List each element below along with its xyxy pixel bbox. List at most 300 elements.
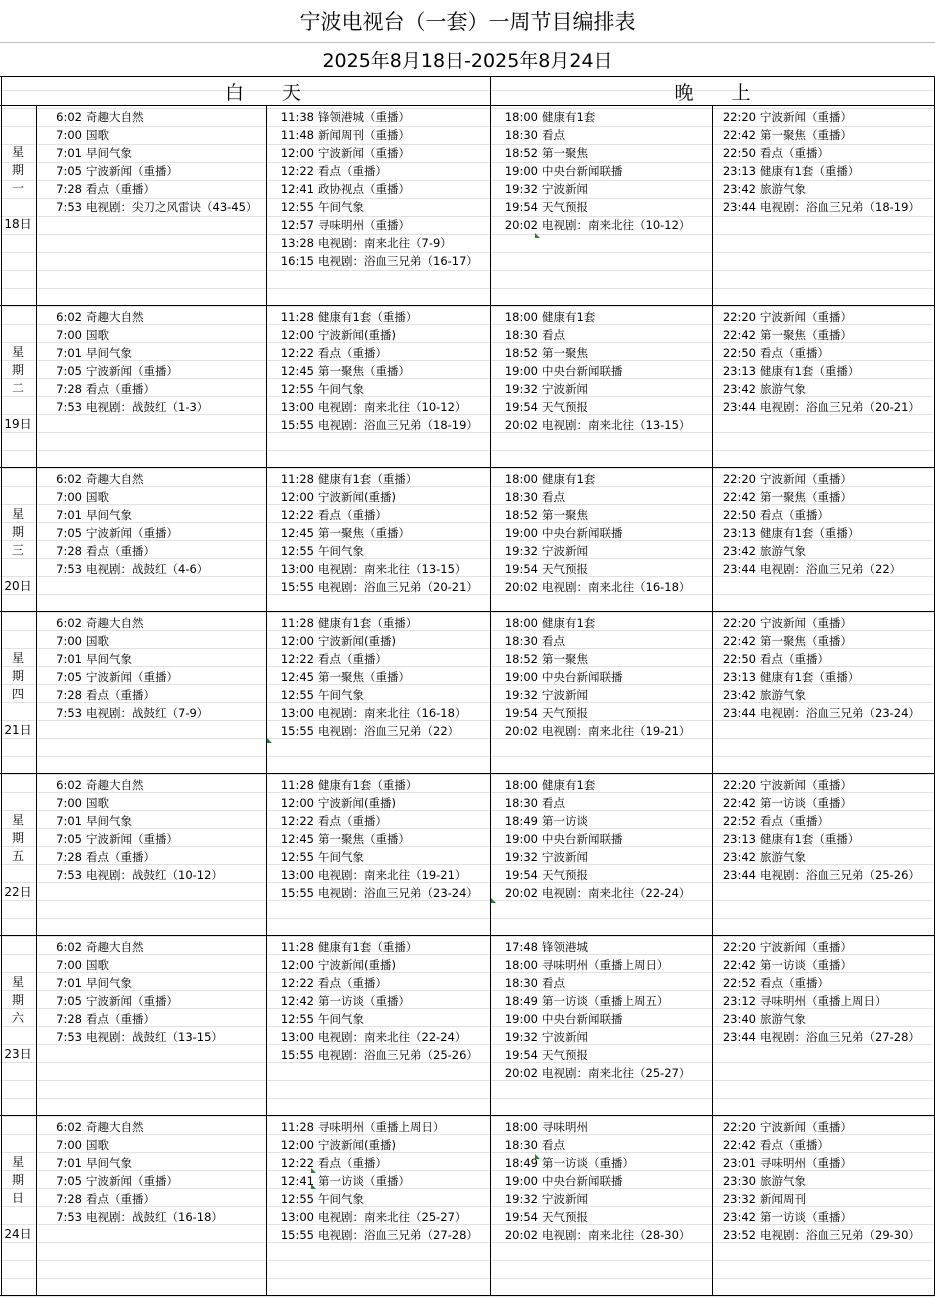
program-name: 中央台新闻联播: [542, 832, 623, 846]
program-time: 13:28: [280, 236, 314, 250]
program-name: 看点（重播）: [760, 1138, 829, 1152]
program-name: 宁波新闻（重播）: [86, 364, 178, 378]
program-time: 7:53: [56, 562, 82, 576]
program-name: 宁波新闻（重播）: [86, 1174, 178, 1188]
program-name: 寻味明州（重播）: [760, 1156, 852, 1170]
program-time: 6:02: [56, 110, 82, 124]
program-time: 12:22: [280, 1156, 314, 1170]
program-time: 22:20: [722, 1120, 756, 1134]
program-name: 天气预报: [542, 200, 588, 214]
program-name: 健康有1套（重播）: [318, 940, 418, 954]
program-entry: [40, 776, 144, 794]
program-name: 中央台新闻联播: [542, 526, 623, 540]
program-entry: [270, 812, 387, 830]
program-entry: [270, 650, 387, 668]
program-time: 19:54: [504, 562, 538, 576]
program-time: 22:52: [722, 814, 756, 828]
program-entry: [494, 938, 588, 956]
program-name: 中央台新闻联播: [542, 164, 623, 178]
program-time: 23:30: [722, 1174, 756, 1188]
program-entry: [270, 380, 364, 398]
program-time: 13:00: [280, 562, 314, 576]
program-time: 23:42: [722, 382, 756, 396]
program-entry: [40, 668, 178, 686]
program-entry: [40, 866, 223, 884]
program-entry: [40, 398, 208, 416]
program-name: 健康有1套（重播）: [318, 310, 418, 324]
program-time: 7:53: [56, 868, 82, 882]
program-entry: [40, 198, 257, 216]
program-name: 电视剧：战鼓红（4-6）: [86, 562, 209, 576]
program-entry: [270, 1046, 478, 1064]
program-entry: [494, 578, 690, 596]
program-entry: [494, 776, 595, 794]
program-entry: [494, 992, 669, 1010]
program-entry: [716, 1226, 920, 1244]
program-name: 看点（重播）: [760, 508, 829, 522]
program-name: 看点（重播）: [760, 146, 829, 160]
program-entry: [40, 1136, 109, 1154]
program-name: 看点（重播）: [86, 850, 155, 864]
program-name: 午间气象: [318, 1192, 364, 1206]
program-entry: [716, 632, 852, 650]
program-time: 6:02: [56, 616, 82, 630]
program-entry: [40, 144, 132, 162]
program-name: 宁波新闻（重播）: [86, 526, 178, 540]
program-entry: [494, 668, 623, 686]
program-time: 23:44: [722, 706, 756, 720]
program-name: 电视剧：南来北往（25-27）: [318, 1210, 467, 1224]
program-time: 12:41: [280, 1174, 314, 1188]
program-time: 12:55: [280, 200, 314, 214]
program-time: 7:05: [56, 364, 82, 378]
program-entry: [270, 848, 364, 866]
program-time: 22:50: [722, 508, 756, 522]
program-time: 12:41: [280, 182, 314, 196]
program-entry: [494, 686, 588, 704]
program-time: 7:05: [56, 832, 82, 846]
program-entry: [494, 614, 595, 632]
program-name: 电视剧：南来北往（22-24）: [542, 886, 691, 900]
daytime-header: 白 天: [224, 81, 301, 104]
weekday-char: 期: [11, 363, 24, 377]
program-time: 23:32: [722, 1192, 756, 1206]
program-name: 午间气象: [318, 544, 364, 558]
program-entry: [40, 956, 109, 974]
program-entry: [40, 1208, 223, 1226]
header-divider: [0, 105, 935, 106]
program-name: 看点（重播）: [318, 814, 387, 828]
program-time: 7:05: [56, 670, 82, 684]
program-name: 第一访谈（重播）: [318, 994, 410, 1008]
program-entry: [270, 234, 452, 252]
program-name: 电视剧：南来北往（19-21）: [318, 868, 467, 882]
program-entry: [40, 686, 155, 704]
program-time: 19:32: [504, 850, 538, 864]
program-time: 18:52: [504, 346, 538, 360]
program-entry: [494, 848, 588, 866]
program-entry: [270, 1226, 478, 1244]
program-time: 22:50: [722, 146, 756, 160]
program-entry: [494, 1028, 588, 1046]
program-entry: [494, 362, 623, 380]
program-entry: [716, 162, 859, 180]
program-entry: [494, 974, 565, 992]
program-entry: [494, 794, 565, 812]
weekday-char: 期: [11, 831, 24, 845]
program-time: 18:30: [504, 490, 538, 504]
program-name: 宁波新闻: [542, 688, 588, 702]
program-entry: [716, 776, 852, 794]
program-entry: [270, 108, 410, 126]
program-entry: [716, 1208, 852, 1226]
program-time: 23:13: [722, 364, 756, 378]
program-name: 看点（重播）: [318, 976, 387, 990]
program-time: 19:00: [504, 1012, 538, 1026]
program-time: 19:00: [504, 670, 538, 684]
program-name: 健康有1套: [542, 616, 596, 630]
program-time: 11:28: [280, 778, 314, 792]
program-name: 看点: [542, 128, 565, 142]
program-time: 12:22: [280, 652, 314, 666]
program-time: 22:42: [722, 634, 756, 648]
program-time: 12:00: [280, 490, 314, 504]
column-divider: [490, 77, 491, 1296]
program-entry: [716, 470, 852, 488]
program-name: 电视剧：浴血三兄弟（27-28）: [318, 1228, 478, 1242]
program-name: 旅游气象: [760, 1012, 806, 1026]
program-entry: [494, 488, 565, 506]
program-name: 宁波新闻（重播）: [318, 146, 410, 160]
program-name: 天气预报: [542, 1210, 588, 1224]
program-time: 19:32: [504, 544, 538, 558]
day-divider: [0, 773, 935, 774]
program-time: 22:20: [722, 310, 756, 324]
program-name: 电视剧：浴血三兄弟（23-24）: [318, 886, 478, 900]
program-time: 22:42: [722, 328, 756, 342]
program-entry: [494, 398, 588, 416]
program-entry: [270, 216, 410, 234]
program-entry: [494, 1064, 690, 1082]
day-divider: [0, 1115, 935, 1116]
program-time: 11:28: [280, 616, 314, 630]
program-entry: [270, 704, 466, 722]
date-label: 19日: [4, 417, 32, 431]
program-name: 看点: [542, 796, 565, 810]
program-entry: [40, 308, 144, 326]
program-time: 23:13: [722, 832, 756, 846]
program-time: 18:52: [504, 508, 538, 522]
program-time: 11:28: [280, 472, 314, 486]
program-name: 宁波新闻(重播): [318, 958, 396, 972]
program-time: 18:49: [504, 1156, 538, 1170]
program-time: 20:02: [504, 724, 538, 738]
program-time: 7:00: [56, 634, 82, 648]
program-time: 22:20: [722, 110, 756, 124]
program-time: 18:00: [504, 778, 538, 792]
program-time: 7:05: [56, 994, 82, 1008]
program-name: 第一聚焦（重播）: [760, 634, 852, 648]
program-entry: [40, 506, 132, 524]
program-entry: [494, 632, 565, 650]
program-entry: [270, 326, 396, 344]
program-name: 宁波新闻(重播): [318, 634, 396, 648]
program-entry: [40, 542, 155, 560]
program-name: 天气预报: [542, 706, 588, 720]
program-name: 天气预报: [542, 1048, 588, 1062]
program-time: 22:20: [722, 940, 756, 954]
program-entry: [40, 848, 155, 866]
cell-note-mark: [311, 1184, 316, 1189]
program-time: 15:55: [280, 1048, 314, 1062]
program-entry: [270, 506, 387, 524]
program-time: 22:20: [722, 778, 756, 792]
weekday-char: 星: [11, 507, 24, 521]
program-time: 7:01: [56, 508, 82, 522]
weekday-char: 三: [11, 543, 24, 557]
program-time: 16:15: [280, 254, 314, 268]
program-time: 22:42: [722, 1138, 756, 1152]
program-entry: [716, 180, 806, 198]
program-entry: [40, 1010, 155, 1028]
program-time: 22:42: [722, 796, 756, 810]
program-entry: [494, 560, 588, 578]
program-entry: [494, 180, 588, 198]
program-time: 18:00: [504, 616, 538, 630]
program-name: 看点（重播）: [318, 1156, 387, 1170]
program-name: 第一访谈（重播上周五）: [542, 994, 669, 1008]
day-divider: [0, 611, 935, 612]
program-name: 宁波新闻: [542, 1192, 588, 1206]
program-entry: [716, 326, 852, 344]
program-entry: [494, 812, 588, 830]
program-time: 23:44: [722, 200, 756, 214]
program-name: 看点（重播）: [318, 164, 387, 178]
program-name: 宁波新闻（重播）: [86, 670, 178, 684]
program-entry: [40, 974, 132, 992]
program-entry: [270, 560, 466, 578]
program-entry: [40, 326, 109, 344]
program-name: 电视剧：战鼓红（10-12）: [86, 868, 223, 882]
weekday-label-4: [0, 649, 36, 739]
program-entry: [40, 650, 132, 668]
program-entry: [40, 992, 178, 1010]
program-entry: [270, 686, 364, 704]
program-time: 12:45: [280, 670, 314, 684]
program-entry: [716, 362, 859, 380]
program-time: 19:54: [504, 706, 538, 720]
program-time: 19:54: [504, 868, 538, 882]
weekday-label-5: [0, 811, 36, 901]
weekday-char: 星: [11, 345, 24, 359]
program-time: 23:42: [722, 688, 756, 702]
program-entry: [716, 1154, 852, 1172]
program-name: 看点: [542, 1138, 565, 1152]
program-name: 旅游气象: [760, 688, 806, 702]
program-entry: [270, 180, 410, 198]
program-time: 12:00: [280, 634, 314, 648]
program-time: 19:54: [504, 1048, 538, 1062]
program-name: 第一访谈（重播）: [760, 958, 852, 972]
program-name: 午间气象: [318, 688, 364, 702]
weekday-label-3: [0, 505, 36, 595]
program-entry: [494, 144, 588, 162]
program-entry: [270, 614, 417, 632]
program-entry: [716, 938, 852, 956]
program-name: 宁波新闻(重播): [318, 490, 396, 504]
weekday-char: 一: [11, 181, 24, 195]
program-name: 午间气象: [318, 850, 364, 864]
weekday-char: 六: [11, 1011, 24, 1025]
program-time: 22:20: [722, 472, 756, 486]
program-time: 19:00: [504, 1174, 538, 1188]
program-time: 22:20: [722, 616, 756, 630]
program-name: 宁波新闻（重播）: [86, 832, 178, 846]
program-name: 宁波新闻（重播）: [760, 940, 852, 954]
program-time: 7:00: [56, 958, 82, 972]
program-name: 第一聚焦: [542, 508, 588, 522]
program-time: 7:28: [56, 544, 82, 558]
program-time: 15:55: [280, 886, 314, 900]
program-entry: [716, 848, 806, 866]
program-entry: [494, 344, 588, 362]
date-label: 21日: [4, 723, 32, 737]
program-entry: [716, 650, 829, 668]
program-entry: [40, 1154, 132, 1172]
program-entry: [716, 126, 852, 144]
program-name: 国歌: [86, 796, 109, 810]
program-name: 宁波新闻(重播): [318, 796, 396, 810]
cell-note-mark: [535, 233, 540, 238]
program-time: 11:38: [280, 110, 314, 124]
program-name: 奇趣大自然: [86, 110, 144, 124]
program-entry: [270, 1154, 387, 1172]
program-name: 早间气象: [86, 652, 132, 666]
program-entry: [40, 362, 178, 380]
program-name: 第一访谈（重播）: [760, 1210, 852, 1224]
weekday-label-7: [0, 1153, 36, 1243]
program-name: 新闻周刊（重播）: [318, 128, 410, 142]
date-label: 24日: [4, 1227, 32, 1241]
program-time: 13:00: [280, 868, 314, 882]
weekday-char: 二: [11, 381, 24, 395]
program-time: 19:32: [504, 1192, 538, 1206]
program-entry: [716, 344, 829, 362]
program-time: 6:02: [56, 778, 82, 792]
program-name: 天气预报: [542, 562, 588, 576]
program-time: 23:40: [722, 1012, 756, 1026]
program-time: 20:02: [504, 418, 538, 432]
program-time: 18:49: [504, 994, 538, 1008]
program-time: 7:01: [56, 652, 82, 666]
program-entry: [40, 1118, 144, 1136]
program-name: 宁波新闻(重播): [318, 328, 396, 342]
program-time: 23:44: [722, 562, 756, 576]
program-entry: [716, 1136, 829, 1154]
program-name: 电视剧：浴血三兄弟（25-26）: [318, 1048, 478, 1062]
program-entry: [270, 416, 478, 434]
program-name: 寻味明州（重播）: [318, 218, 410, 232]
program-time: 19:54: [504, 400, 538, 414]
program-time: 18:30: [504, 1138, 538, 1152]
weekday-label-6: [0, 973, 36, 1063]
program-time: 7:00: [56, 796, 82, 810]
program-name: 健康有1套: [542, 110, 596, 124]
program-time: 15:55: [280, 418, 314, 432]
program-name: 第一聚焦（重播）: [318, 832, 410, 846]
program-name: 新闻周刊: [760, 1192, 806, 1206]
program-name: 电视剧：南来北往（10-12）: [318, 400, 467, 414]
program-time: 23:42: [722, 544, 756, 558]
program-name: 健康有1套（重播）: [760, 164, 860, 178]
program-entry: [494, 216, 690, 234]
program-name: 锋领港城: [542, 940, 588, 954]
program-time: 22:52: [722, 976, 756, 990]
weekday-char: 期: [11, 669, 24, 683]
program-entry: [270, 488, 396, 506]
program-entry: [716, 542, 806, 560]
program-time: 22:42: [722, 958, 756, 972]
program-time: 12:22: [280, 976, 314, 990]
program-name: 看点: [542, 634, 565, 648]
program-entry: [270, 1136, 396, 1154]
program-entry: [716, 1010, 806, 1028]
weekday-char: 星: [11, 975, 24, 989]
evening-header: 晚 上: [674, 81, 751, 104]
program-entry: [716, 308, 852, 326]
program-time: 12:55: [280, 1192, 314, 1206]
program-time: 7:28: [56, 1012, 82, 1026]
date-label: 20日: [4, 579, 32, 593]
program-entry: [270, 1028, 466, 1046]
program-time: 12:22: [280, 164, 314, 178]
program-time: 19:54: [504, 200, 538, 214]
program-time: 18:00: [504, 958, 538, 972]
program-time: 7:01: [56, 346, 82, 360]
program-name: 健康有1套（重播）: [760, 832, 860, 846]
program-entry: [494, 416, 690, 434]
program-name: 天气预报: [542, 868, 588, 882]
program-name: 健康有1套（重播）: [318, 616, 418, 630]
program-name: 看点（重播）: [760, 814, 829, 828]
program-time: 7:53: [56, 200, 82, 214]
program-name: 中央台新闻联播: [542, 1012, 623, 1026]
program-entry: [716, 108, 852, 126]
program-name: 早间气象: [86, 146, 132, 160]
program-name: 电视剧：浴血三兄弟（27-28）: [760, 1030, 920, 1044]
column-divider: [266, 105, 267, 1296]
program-name: 电视剧：浴血三兄弟（16-17）: [318, 254, 478, 268]
program-name: 电视剧：南来北往（28-30）: [542, 1228, 691, 1242]
cell-note-mark: [491, 898, 496, 903]
program-entry: [716, 1172, 806, 1190]
program-entry: [716, 1190, 806, 1208]
program-time: 22:42: [722, 490, 756, 504]
program-time: 20:02: [504, 886, 538, 900]
program-entry: [494, 126, 565, 144]
program-name: 第一聚焦（重播）: [318, 364, 410, 378]
program-name: 看点: [542, 328, 565, 342]
program-name: 宁波新闻（重播）: [760, 616, 852, 630]
program-name: 奇趣大自然: [86, 310, 144, 324]
program-time: 23:01: [722, 1156, 756, 1170]
program-name: 电视剧：南来北往（19-21）: [542, 724, 691, 738]
weekday-char: 五: [11, 849, 24, 863]
program-name: 健康有1套（重播）: [760, 670, 860, 684]
program-entry: [716, 704, 920, 722]
program-name: 电视剧：南来北往（13-15）: [318, 562, 467, 576]
program-name: 电视剧：南来北往（16-18）: [318, 706, 467, 720]
